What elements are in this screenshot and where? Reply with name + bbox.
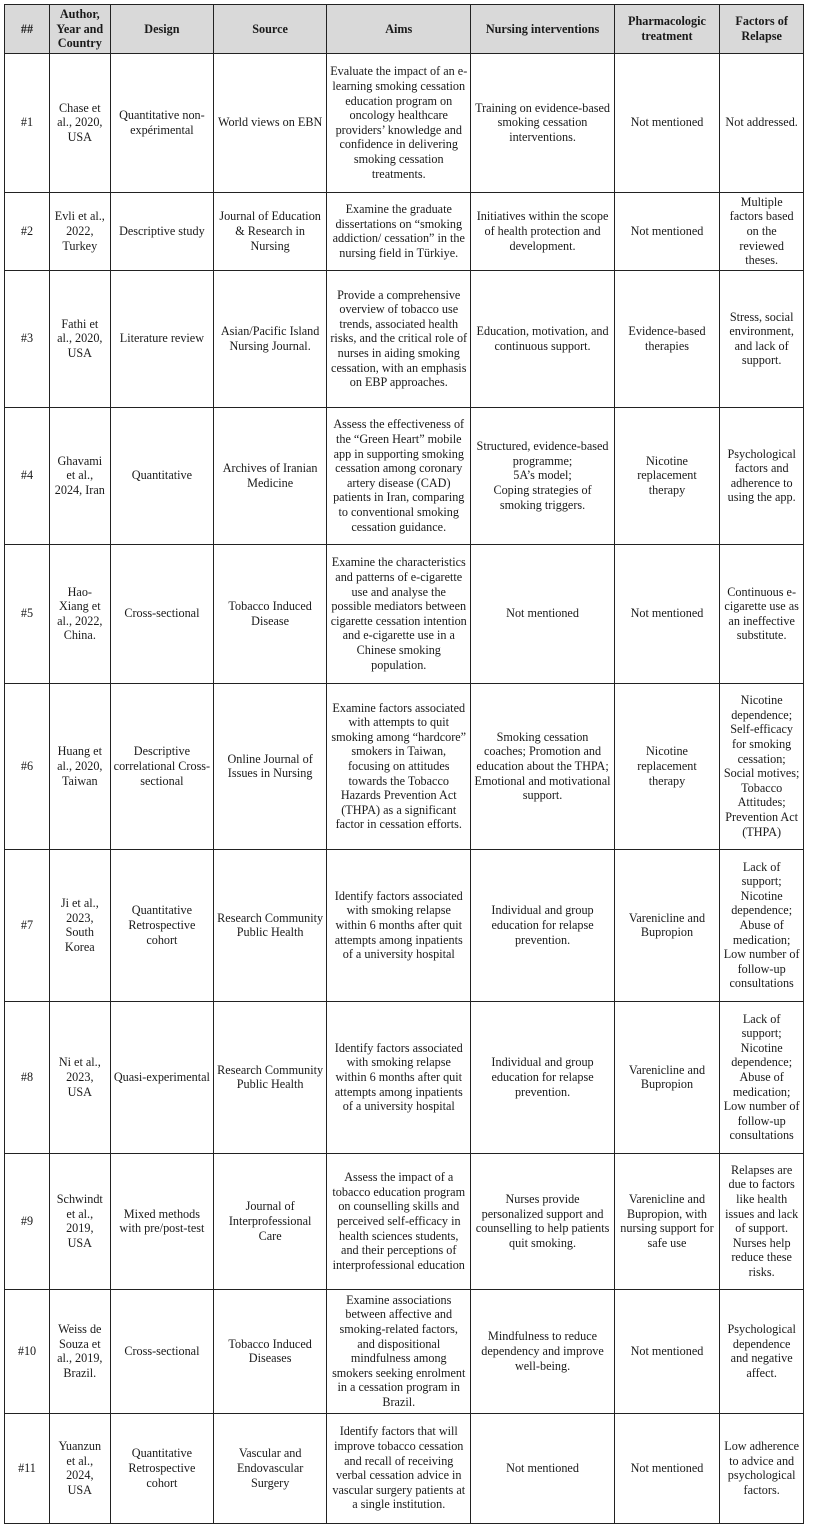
cell-author: Yuanzun et al., 2024, USA xyxy=(49,1413,110,1523)
cell-number: #5 xyxy=(5,544,50,683)
cell-design: Literature review xyxy=(110,270,214,407)
cell-number: #3 xyxy=(5,270,50,407)
cell-pharmacologic-treatment: Varenicline and Bupropion xyxy=(614,849,720,1001)
cell-aims: Assess the impact of a tobacco education program on counselling skills and perceived self-efficacy in health sciences students, and their perceptions of interprofessional education xyxy=(327,1153,471,1289)
cell-factors-of-relapse: Relapses are due to factors like health issues and lack of support. Nurses help reduce these risks. xyxy=(720,1153,804,1289)
cell-nursing-interventions: Individual and group education for relapse prevention. xyxy=(471,1001,614,1153)
cell-factors-of-relapse: Psychological factors and adherence to using the app. xyxy=(720,407,804,544)
cell-source: World views on EBN xyxy=(214,53,327,192)
cell-factors-of-relapse: Lack of support; Nicotine dependence; Abuse of medication; Low number of follow-up consultations xyxy=(720,1001,804,1153)
cell-pharmacologic-treatment: Not mentioned xyxy=(614,1289,720,1413)
table-row xyxy=(5,1001,804,1153)
cell-design: Quantitative Retrospective cohort xyxy=(110,849,214,1001)
header-source: Source xyxy=(214,5,327,54)
cell-design: Quasi-experimental xyxy=(110,1001,214,1153)
cell-number: #10 xyxy=(5,1289,50,1413)
cell-nursing-interventions: Individual and group education for relapse prevention. xyxy=(471,849,614,1001)
cell-nursing-interventions: Education, motivation, and continuous support. xyxy=(471,270,614,407)
table-row xyxy=(5,1153,804,1289)
cell-aims: Identify factors associated with smoking relapse within 6 months after quit attempts among inpatients of a university hospital xyxy=(327,1001,471,1153)
cell-author: Chase et al., 2020, USA xyxy=(49,53,110,192)
cell-number: #11 xyxy=(5,1413,50,1523)
cell-source: Tobacco Induced Disease xyxy=(214,544,327,683)
cell-design: Descriptive correlational Cross-sectional xyxy=(110,683,214,849)
cell-pharmacologic-treatment: Not mentioned xyxy=(614,53,720,192)
table-row xyxy=(5,407,804,544)
cell-nursing-interventions: Mindfulness to reduce dependency and improve well-being. xyxy=(471,1289,614,1413)
cell-design: Mixed methods with pre/post-test xyxy=(110,1153,214,1289)
header-author: Author, Year and Country xyxy=(49,5,110,54)
table-row xyxy=(5,849,804,1001)
cell-author: Weiss de Souza et al., 2019, Brazil. xyxy=(49,1289,110,1413)
cell-pharmacologic-treatment: Nicotine replacement therapy xyxy=(614,683,720,849)
cell-aims: Assess the effectiveness of the “Green Heart” mobile app in supporting smoking cessation among coronary artery disease (CAD) patients in Iran, comparing to conventional smoking cessation guidance. xyxy=(327,407,471,544)
cell-factors-of-relapse: Multiple factors based on the reviewed theses. xyxy=(720,192,804,270)
cell-author: Evli et al., 2022, Turkey xyxy=(49,192,110,270)
cell-number: #6 xyxy=(5,683,50,849)
cell-design: Descriptive study xyxy=(110,192,214,270)
cell-author: Ghavami et al., 2024, Iran xyxy=(49,407,110,544)
cell-source: Journal of Education & Research in Nursing xyxy=(214,192,327,270)
cell-factors-of-relapse: Psychological dependence and negative affect. xyxy=(720,1289,804,1413)
cell-source: Asian/Pacific Island Nursing Journal. xyxy=(214,270,327,407)
cell-number: #8 xyxy=(5,1001,50,1153)
cell-factors-of-relapse: Lack of support; Nicotine dependence; Abuse of medication; Low number of follow-up consultations xyxy=(720,849,804,1001)
literature-review-table xyxy=(4,4,804,1524)
table-row xyxy=(5,683,804,849)
cell-pharmacologic-treatment: Varenicline and Bupropion xyxy=(614,1001,720,1153)
cell-aims: Evaluate the impact of an e-learning smoking cessation education program on oncology healthcare providers’ knowledge and confidence in delivering smoking cessation treatments. xyxy=(327,53,471,192)
cell-aims: Examine the graduate dissertations on “smoking addiction/ cessation” in the nursing field in Türkiye. xyxy=(327,192,471,270)
cell-aims: Identify factors that will improve tobacco cessation and recall of receiving verbal cessation advice in vascular surgery patients at a single institution. xyxy=(327,1413,471,1523)
cell-number: #2 xyxy=(5,192,50,270)
cell-pharmacologic-treatment: Varenicline and Bupropion, with nursing support for safe use xyxy=(614,1153,720,1289)
header-pharmacologic-treatment: Pharmacologic treatment xyxy=(614,5,720,54)
cell-author: Fathi et al., 2020, USA xyxy=(49,270,110,407)
cell-author: Huang et al., 2020, Taiwan xyxy=(49,683,110,849)
cell-pharmacologic-treatment: Not mentioned xyxy=(614,192,720,270)
header-number: ## xyxy=(5,5,50,54)
cell-design: Quantitative xyxy=(110,407,214,544)
cell-source: Research Community Public Health xyxy=(214,849,327,1001)
table-row xyxy=(5,192,804,270)
cell-aims: Examine the characteristics and patterns of e-cigarette use and analyse the possible mediators between cigarette cessation intention and e-cigarette use in a Chinese smoking population. xyxy=(327,544,471,683)
cell-author: Hao-Xiang et al., 2022, China. xyxy=(49,544,110,683)
cell-author: Ji et al., 2023, South Korea xyxy=(49,849,110,1001)
cell-number: #4 xyxy=(5,407,50,544)
cell-pharmacologic-treatment: Nicotine replacement therapy xyxy=(614,407,720,544)
table-row xyxy=(5,544,804,683)
cell-number: #9 xyxy=(5,1153,50,1289)
cell-nursing-interventions: Structured, evidence-based programme; 5A’s model; Coping strategies of smoking triggers. xyxy=(471,407,614,544)
header-nursing-interventions: Nursing interventions xyxy=(471,5,614,54)
cell-design: Quantitative non-expérimental xyxy=(110,53,214,192)
cell-factors-of-relapse: Continuous e-cigarette use as an ineffective substitute. xyxy=(720,544,804,683)
table-row xyxy=(5,270,804,407)
table-row xyxy=(5,1413,804,1523)
cell-source: Journal of Interprofessional Care xyxy=(214,1153,327,1289)
cell-design: Quantitative Retrospective cohort xyxy=(110,1413,214,1523)
cell-nursing-interventions: Smoking cessation coaches; Promotion and education about the THPA; Emotional and motivational support. xyxy=(471,683,614,849)
cell-nursing-interventions: Initiatives within the scope of health protection and development. xyxy=(471,192,614,270)
cell-factors-of-relapse: Not addressed. xyxy=(720,53,804,192)
cell-nursing-interventions: Not mentioned xyxy=(471,1413,614,1523)
cell-factors-of-relapse: Nicotine dependence; Self-efficacy for smoking cessation; Social motives; Tobacco Attitudes; Prevention Act (THPA) xyxy=(720,683,804,849)
cell-aims: Examine factors associated with attempts to quit smoking among “hardcore” smokers in Taiwan, focusing on attitudes towards the Tobacco Hazards Prevention Act (THPA) as a significant factor in cessation efforts. xyxy=(327,683,471,849)
header-design: Design xyxy=(110,5,214,54)
cell-factors-of-relapse: Low adherence to advice and psychological factors. xyxy=(720,1413,804,1523)
cell-nursing-interventions: Not mentioned xyxy=(471,544,614,683)
table-header-row xyxy=(5,5,804,54)
cell-aims: Examine associations between affective and smoking-related factors, and dispositional mindfulness among smokers seeking enrolment in a cessation program in Brazil. xyxy=(327,1289,471,1413)
header-aims: Aims xyxy=(327,5,471,54)
cell-factors-of-relapse: Stress, social environment, and lack of support. xyxy=(720,270,804,407)
cell-author: Schwindt et al., 2019, USA xyxy=(49,1153,110,1289)
cell-source: Research Community Public Health xyxy=(214,1001,327,1153)
table-row xyxy=(5,1289,804,1413)
header-factors-of-relapse: Factors of Relapse xyxy=(720,5,804,54)
cell-author: Ni et al., 2023, USA xyxy=(49,1001,110,1153)
cell-nursing-interventions: Training on evidence-based smoking cessation interventions. xyxy=(471,53,614,192)
cell-source: Archives of Iranian Medicine xyxy=(214,407,327,544)
cell-number: #7 xyxy=(5,849,50,1001)
cell-pharmacologic-treatment: Not mentioned xyxy=(614,1413,720,1523)
cell-aims: Identify factors associated with smoking relapse within 6 months after quit attempts among inpatients of a university hospital xyxy=(327,849,471,1001)
cell-design: Cross-sectional xyxy=(110,1289,214,1413)
cell-source: Tobacco Induced Diseases xyxy=(214,1289,327,1413)
cell-design: Cross-sectional xyxy=(110,544,214,683)
cell-pharmacologic-treatment: Not mentioned xyxy=(614,544,720,683)
cell-nursing-interventions: Nurses provide personalized support and counselling to help patients quit smoking. xyxy=(471,1153,614,1289)
cell-aims: Provide a comprehensive overview of tobacco use trends, associated health risks, and the critical role of nurses in aiding smoking cessation, with an emphasis on EBP approaches. xyxy=(327,270,471,407)
cell-number: #1 xyxy=(5,53,50,192)
cell-source: Vascular and Endovascular Surgery xyxy=(214,1413,327,1523)
table-row xyxy=(5,53,804,192)
cell-source: Online Journal of Issues in Nursing xyxy=(214,683,327,849)
cell-pharmacologic-treatment: Evidence-based therapies xyxy=(614,270,720,407)
